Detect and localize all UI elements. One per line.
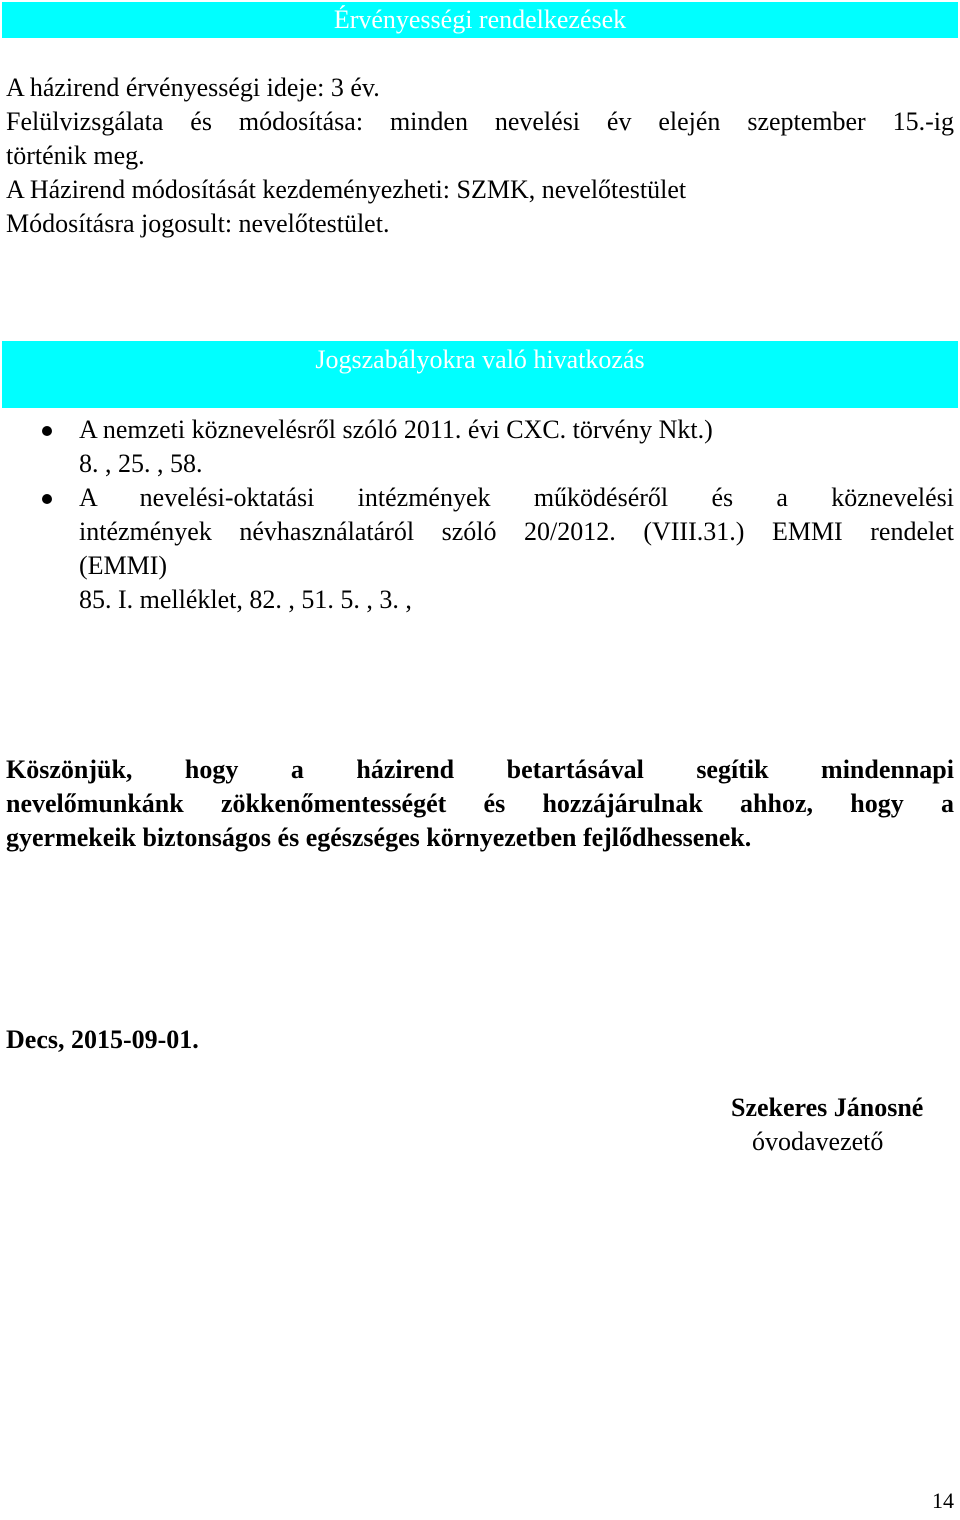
closing-line: Köszönjük, hogy a házirend betartásával segítik mindennapi bbox=[6, 755, 954, 784]
legal-reference-item bbox=[0, 481, 960, 617]
closing-line: gyermekeik biztonságos és egészséges környezetben fejlődhessenek. bbox=[6, 823, 752, 852]
bullet-icon bbox=[42, 494, 52, 504]
legal-reference-paragraphs: 85. I. melléklet, 82. , 51. 5. , 3. , bbox=[79, 585, 412, 614]
legal-reference-paragraphs: 8. , 25. , 58. bbox=[79, 449, 203, 478]
legal-reference-line: (EMMI) bbox=[79, 551, 168, 580]
legal-reference-list bbox=[0, 413, 960, 617]
legal-reference-line: A nemzeti köznevelésről szóló 2011. évi CXC. törvény Nkt.) bbox=[79, 415, 713, 444]
validity-line-initiators: A Házirend módosítását kezdeményezheti: SZMK, nevelőtestület bbox=[6, 175, 687, 204]
section-heading-legal bbox=[2, 341, 958, 408]
place-date: Decs, 2015-09-01. bbox=[6, 1025, 199, 1054]
closing-statement bbox=[6, 753, 954, 855]
signer-title: óvodavezető bbox=[752, 1127, 884, 1156]
section-heading-legal-text: Jogszabályokra való hivatkozás bbox=[315, 345, 645, 374]
legal-reference-line: A nevelési-oktatási intézmények működéséről és a köznevelési bbox=[79, 483, 954, 512]
signer-name: Szekeres Jánosné bbox=[731, 1093, 924, 1122]
validity-line-period: A házirend érvényességi ideje: 3 év. bbox=[6, 73, 380, 102]
section-heading-validity: Érvényességi rendelkezések bbox=[2, 2, 958, 38]
legal-reference-line: intézmények névhasználatáról szóló 20/2012. (VIII.31.) EMMI rendelet bbox=[79, 517, 954, 546]
validity-paragraph bbox=[6, 71, 954, 241]
validity-line-review-cont: történik meg. bbox=[6, 141, 145, 170]
closing-line: nevelőmunkánk zökkenőmentességét és hozzájárulnak ahhoz, hogy a bbox=[6, 789, 954, 818]
legal-reference-item bbox=[0, 413, 960, 481]
bullet-icon bbox=[42, 426, 52, 436]
validity-line-authorized: Módosításra jogosult: nevelőtestület. bbox=[6, 209, 390, 238]
page-number: 14 bbox=[932, 1488, 954, 1513]
validity-line-review: Felülvizsgálata és módosítása: minden nevelési év elején szeptember 15.-ig bbox=[6, 107, 954, 136]
